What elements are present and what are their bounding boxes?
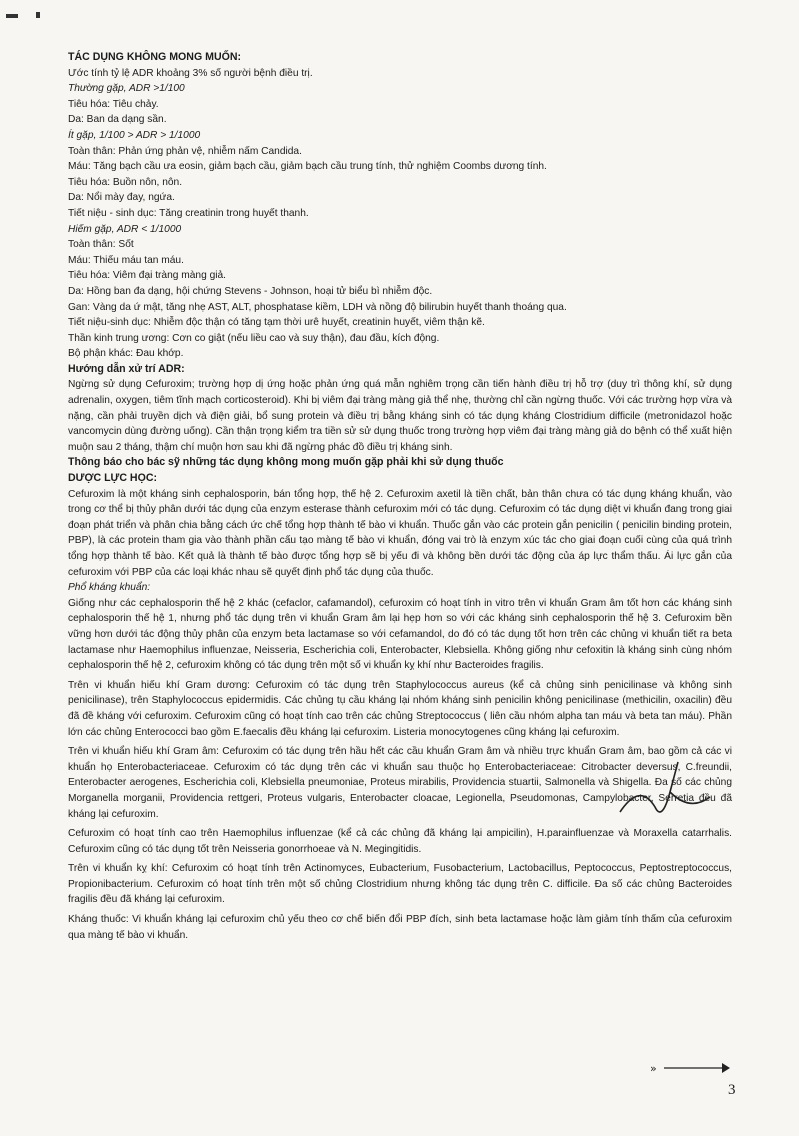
paragraph: Trên vi khuẩn hiếu khí Gram dương: Cefuroxim có tác dụng trên Staphylococcus aureus (kể cả chủng sinh penicilinase và không sinh penicilinase), trên Staphylococcus epidermidis. Các chủng tụ cầu kháng lại nhóm kháng sinh penicilin không penicilinase (methicilin, oxacilin) đều đã đề kháng với cefuroxim. Cefuroxim cũng có hoạt tính cao trên các chủng Streptococcus ( liên cầu nhóm alpha tan máu và beta tan máu). Phần lớn các chủng Enterococci bao gồm E.faecalis đều kháng lại cefuroxim. Listeria monocytogenes cũng kháng lại cefuroxim. <box>68 679 732 738</box>
text-line: Da: Ban da dạng sần. <box>68 114 167 126</box>
paragraph: Trên vi khuẩn kỵ khí: Cefuroxim có hoạt tính trên Actinomyces, Eubacterium, Fusobacterium, Lactobacillus, Peptococcus, Peptostreptococcus, Propionibacterium. Cefuroxim có hoạt tính trên một số chủng Clostridium nhưng không tác dụng trên C. difficile. Đa số các chủng Bacteroides fragilis đều đã kháng lại cefuroxim. <box>68 863 732 906</box>
subheading: Phổ kháng khuẩn: <box>68 582 151 594</box>
paragraph: Cefuroxim là một kháng sinh cephalosporin, bán tổng hợp, thế hệ 2. Cefuroxim axetil là tiền chất, bản thân chưa có tác dụng kháng khuẩn, vào trong cơ thể bị thủy phân dưới tác dụng của enzym esterase thành cefuroxim mới có tác dụng. Cefuroxim có tác dụng diệt vi khuẩn đang trong giai đoạn phát triển và phân chia bằng cách ức chế tổng hợp thành tế bào vi khuẩn. Thuốc gắn vào các protein gắn penicilin ( penicilin binding protein, PBP), là các protein tham gia vào thành phần cấu tạo màng tế bào vi khuẩn, đóng vai trò là enzym xúc tác cho giai đoạn cuối cùng của quá trình tổng hợp thành tế bào. Kết quả là thành tế bào được tổng hợp sẽ bị yếu đi và không bền dưới tác động của áp lực thẩm thấu. Ái lực gắn của cefuroxim với PBP của các loại khác nhau sẽ quyết định phổ tác dụng của thuốc. <box>68 488 732 578</box>
text-line: Máu: Thiếu máu tan máu. <box>68 254 184 266</box>
paragraph: Ngừng sử dụng Cefuroxim; trường hợp dị ứng hoặc phản ứng quá mẫn nghiêm trọng cần tiến hành điều trị hỗ trợ (duy trì thông khí, sử dụng adrenalin, oxygen, tiêm tĩnh mạch corticosteroid). Khi bị viêm đại tràng màng giả thể nhẹ, thường chỉ cần ngừng thuốc. Với các trường hợp vừa và nặng, cần phải truyền dịch và điện giải, bổ sung protein và điều trị bằng kháng sinh có tác dụng kháng Clostridium difficile (metronidazol hoặc vancomycin dùng đường uống). Cần thận trọng kiểm tra tiền sử sử dụng thuốc trong trường hợp viêm đại tràng màng giả do bệnh có thể xuất hiện muộn sau 2 tháng, thậm chí muộn hơn sau khi đã ngừng phác đồ điều trị kháng sinh. <box>68 379 732 453</box>
text-line: Ước tính tỷ lệ ADR khoảng 3% số người bệnh điều trị. <box>68 67 313 79</box>
text-line: Da: Hồng ban đa dạng, hội chứng Stevens - Johnson, hoại tử biểu bì nhiễm độc. <box>68 285 433 297</box>
paragraph: Kháng thuốc: Vi khuẩn kháng lại cefuroxim chủ yếu theo cơ chế biến đổi PBP đích, sinh beta lactamase hoặc làm giảm tính thấm của cefuroxim qua màng tế bào vi khuẩn. <box>68 914 732 941</box>
page-number: 3 <box>728 1082 736 1098</box>
handwritten-signature <box>600 752 720 842</box>
text-line: Tiêu hóa: Viêm đại tràng màng giả. <box>68 270 227 282</box>
text-line: Tiêu hóa: Tiêu chảy. <box>68 98 159 110</box>
text-line: Thần kinh trung ương: Cơn co giật (nếu liều cao và suy thận), đau đầu, kích động. <box>68 332 440 344</box>
scan-mark <box>36 12 40 18</box>
scan-mark <box>6 14 18 18</box>
text-line: Toàn thân: Phản ứng phản vệ, nhiễm nấm Candida. <box>68 145 302 157</box>
next-page-arrow-icon <box>650 1060 730 1076</box>
text-line: Tiết niệu - sinh dục: Tăng creatinin trong huyết thanh. <box>68 207 309 219</box>
text-line: Hiếm gặp, ADR < 1/1000 <box>68 223 182 235</box>
text-line: Bộ phận khác: Đau khớp. <box>68 348 184 360</box>
section-heading: Thông báo cho bác sỹ những tác dụng không mong muốn gặp phải khi sử dụng thuốc <box>68 456 504 469</box>
paragraph: Cefuroxim có hoạt tính cao trên Haemophilus influenzae (kể cả các chủng đã kháng lại ampicilin), H.parainfluenzae và Moraxella catarrhalis. Cefuroxim cũng có tác dụng tốt trên Neisseria gonorrhoeae và N. Megingitidis. <box>68 828 732 855</box>
paragraph: Trên vi khuẩn hiếu khí Gram âm: Cefuroxim có tác dụng trên hầu hết các cầu khuẩn Gram âm và nhiều trực khuẩn Gram âm, bao gồm cả các vi khuẩn họ Enterobacteriaceae. Cefuroxim có tác dụng trên các vi khuẩn sau thuộc họ Enterobacteriaceae: Citrobacter deversus, C.freundii, Enterobacter aerogenes, Escherichia coli, Klebsiella pneumoniae, Proteus mirabilis, Providencia stuartii, Salmonella và Shigella. Đa số các chủng Morganella morganii, Providencia rettgeri, Proteus vulgaris, Enterobacter cloacae, Legionella, Pseudomonas, Campylobacter, Serretia đều đã kháng lại cefuroxim. <box>68 746 732 820</box>
section-heading: TÁC DỤNG KHÔNG MONG MUỐN: <box>68 51 242 63</box>
section-heading: Hướng dẫn xử trí ADR: <box>68 362 185 375</box>
paragraph: Giống như các cephalosporin thế hệ 2 khác (cefaclor, cafamandol), cefuroxim có hoạt tính in vitro trên vi khuẩn Gram âm tốt hơn các kháng sinh cephalosporin thế hệ 1, nhưng phổ tác dụng trên vi khuẩn Gram âm lại hẹp hơn so với các kháng sinh cephalosporin thế hệ 3. Cefuroxim bền vững hơn dưới tác động thủy phân của enzym beta lactamase so với cefamandol, do đó có tác dụng tốt hơn trên các chủng vi khuẩn tiết ra beta lactamase như Haemophilus influenzae, Neisseria, Escherichia coli, Enterobacter, Klebsiella. Không giống như cefoxitin là kháng sinh cùng nhóm cephalosporin thế hệ 2, cefuroxim không có tác dụng trên một số vi khuẩn kỵ khí như Bacteroides fragilis. <box>68 597 732 672</box>
text-line: Tiết niệu-sinh dục: Nhiễm độc thận có tăng tạm thời urê huyết, creatinin huyết, viêm thận kẽ. <box>68 317 485 329</box>
text-line: Ít gặp, 1/100 > ADR > 1/1000 <box>68 129 201 141</box>
text-line: Toàn thân: Sốt <box>68 239 134 251</box>
text-line: Gan: Vàng da ứ mật, tăng nhẹ AST, ALT, phosphatase kiềm, LDH và nồng độ bilirubin huyết thanh thoáng qua. <box>68 301 567 313</box>
text-line: Thường gặp, ADR >1/100 <box>68 83 185 95</box>
section-heading: DƯỢC LỰC HỌC: <box>68 472 157 485</box>
text-line: Da: Nổi mày đay, ngứa. <box>68 192 175 204</box>
text-line: Máu: Tăng bạch cầu ưa eosin, giảm bạch cầu, giảm bạch cầu trung tính, thử nghiệm Coombs dương tính. <box>68 161 547 173</box>
text-line: Tiêu hóa: Buồn nôn, nôn. <box>68 176 183 188</box>
svg-text:»: » <box>650 1062 657 1075</box>
